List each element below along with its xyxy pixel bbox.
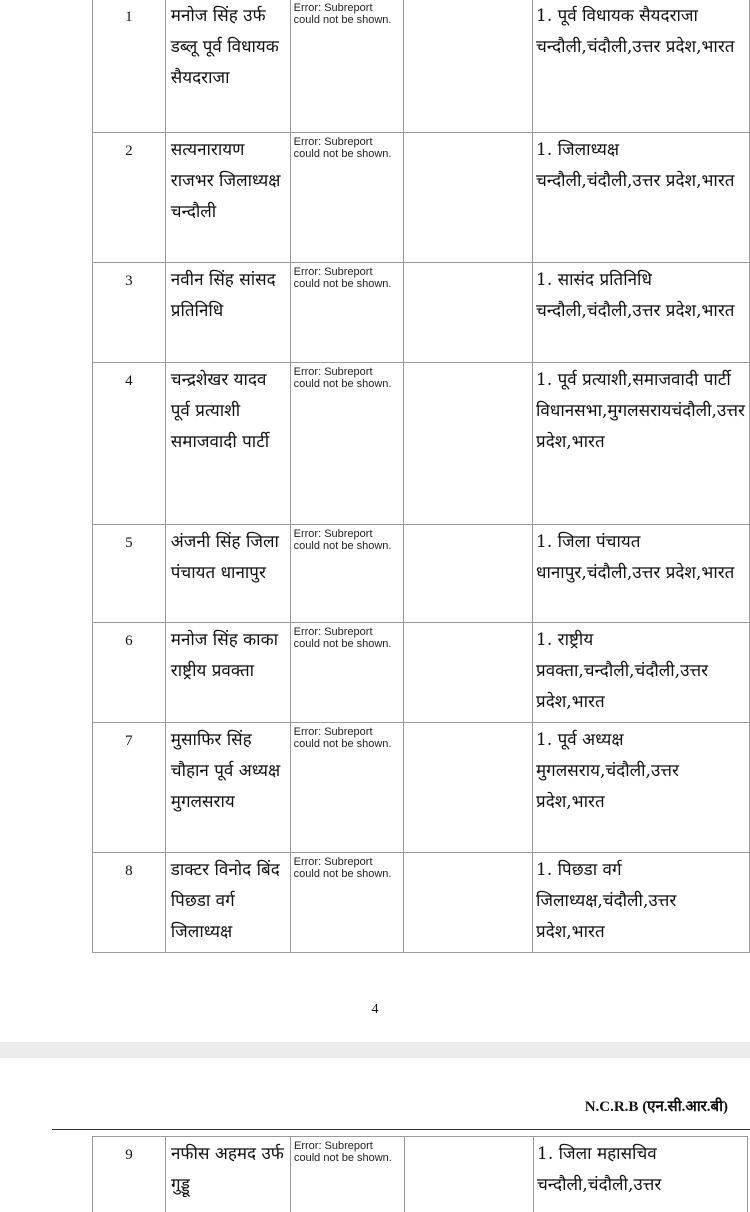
person-name: नवीन सिंह सांसद प्रतिनिधि <box>170 270 276 321</box>
serial-number: 6 <box>125 633 133 649</box>
serial-number-cell <box>93 623 166 723</box>
subreport-error: Error: Subreport could not be shown. <box>293 856 392 880</box>
address-cell: 1. सासंद प्रतिनिधि चन्दौली,चंदौली,उत्तर प्रदेश,भारत <box>536 270 735 321</box>
address-cell: 1. जिला महासचिव चन्दौली,चंदौली,उत्तर <box>537 1144 662 1195</box>
table-row <box>93 525 750 623</box>
records-table <box>92 0 750 953</box>
address-cell: 1. जिलाध्यक्ष चन्दौली,चंदौली,उत्तर प्रदेश,भारत <box>536 140 735 191</box>
subreport-error-cell <box>290 623 404 723</box>
subreport-error-cell <box>291 1137 405 1212</box>
address-cell-cell <box>534 1137 748 1212</box>
person-name: चन्द्रशेखर यादव पूर्व प्रत्याशी समाजवादी पार्टी <box>170 370 270 452</box>
serial-number-cell <box>93 1137 166 1212</box>
serial-number-cell <box>93 0 166 133</box>
address-cell: 1. पूर्व अध्यक्ष मुगलसराय,चंदौली,उत्तर प्रदेश,भारत <box>536 730 679 812</box>
document-page-2 <box>0 1058 750 1212</box>
address-cell-cell <box>533 525 750 623</box>
serial-number: 5 <box>125 535 133 551</box>
address-cell-cell <box>533 0 750 133</box>
serial-number: 3 <box>125 273 133 289</box>
address-cell-cell <box>533 133 750 263</box>
table-row <box>93 1137 748 1212</box>
serial-number: 2 <box>125 143 133 159</box>
person-name-cell <box>165 623 290 723</box>
person-name-cell <box>165 723 290 853</box>
person-name-cell <box>165 363 290 525</box>
person-name-cell <box>165 525 290 623</box>
table-row <box>93 263 750 363</box>
subreport-error: Error: Subreport could not be shown. <box>293 136 392 160</box>
blank-cell-cell <box>404 133 533 263</box>
person-name-cell <box>165 263 290 363</box>
subreport-error: Error: Subreport could not be shown. <box>294 1140 392 1164</box>
subreport-error: Error: Subreport could not be shown. <box>293 2 392 26</box>
person-name-cell <box>165 133 290 263</box>
address-cell-cell <box>533 363 750 525</box>
address-cell: 1. पूर्व विधायक सैयदराजा चन्दौली,चंदौली,उत्तर प्रदेश,भारत <box>536 6 735 57</box>
subreport-error: Error: Subreport could not be shown. <box>293 626 392 650</box>
subreport-error: Error: Subreport could not be shown. <box>293 528 392 552</box>
subreport-error-cell <box>290 133 404 263</box>
address-cell: 1. राष्ट्रीय प्रवक्ता,चन्दौली,चंदौली,उत्तर प्रदेश,भारत <box>536 630 709 712</box>
blank-cell-cell <box>404 853 533 953</box>
serial-number-cell <box>93 263 166 363</box>
person-name: मुसाफिर सिंह चौहान पूर्व अध्यक्ष मुगलसराय <box>170 730 281 812</box>
subreport-error-cell <box>290 525 404 623</box>
subreport-error: Error: Subreport could not be shown. <box>293 726 392 750</box>
person-name: नफीस अहमद उर्फ गुड्डू <box>171 1144 284 1195</box>
person-name-cell <box>165 0 290 133</box>
address-cell: 1. पूर्व प्रत्याशी,समाजवादी पार्टी विधानसभा,मुगलसरायचंदौली,उत्तर प्रदेश,भारत <box>536 370 745 452</box>
subreport-error-cell <box>290 723 404 853</box>
subreport-error: Error: Subreport could not be shown. <box>293 266 392 290</box>
address-cell-cell <box>533 853 750 953</box>
blank-cell-cell <box>404 263 533 363</box>
table-row <box>93 623 750 723</box>
serial-number-cell <box>93 853 166 953</box>
blank-cell-cell <box>404 525 533 623</box>
serial-number: 9 <box>125 1147 133 1163</box>
page-header: N.C.R.B (एन.सी.आर.बी) <box>584 1099 728 1115</box>
blank-cell-cell <box>404 623 533 723</box>
person-name: मनोज सिंह काका राष्ट्रीय प्रवक्ता <box>170 630 279 681</box>
blank-cell-cell <box>405 1137 534 1212</box>
serial-number: 4 <box>125 373 133 389</box>
address-cell-cell <box>533 623 750 723</box>
serial-number-cell <box>93 723 166 853</box>
subreport-error-cell <box>290 853 404 953</box>
records-table <box>92 1136 748 1212</box>
table-row <box>93 133 750 263</box>
serial-number: 8 <box>125 863 133 879</box>
person-name: सत्यनारायण राजभर जिलाध्यक्ष चन्दौली <box>170 140 281 222</box>
person-name-cell <box>165 853 290 953</box>
subreport-error-cell <box>290 363 404 525</box>
blank-cell-cell <box>404 363 533 525</box>
blank-cell-cell <box>404 723 533 853</box>
header-rule <box>52 1129 750 1130</box>
serial-number: 7 <box>125 733 133 749</box>
person-name-cell <box>166 1137 291 1212</box>
subreport-error-cell <box>290 263 404 363</box>
subreport-error: Error: Subreport could not be shown. <box>293 366 392 390</box>
table-row <box>93 853 750 953</box>
address-cell-cell <box>533 723 750 853</box>
person-name: डाक्टर विनोद बिंद पिछडा वर्ग जिलाध्यक्ष <box>170 860 280 942</box>
table-row <box>93 0 750 133</box>
address-cell: 1. जिला पंचायत धानापुर,चंदौली,उत्तर प्रदेश,भारत <box>536 532 735 583</box>
subreport-error-cell <box>290 0 404 133</box>
serial-number-cell <box>93 133 166 263</box>
table-row <box>93 723 750 853</box>
serial-number-cell <box>93 363 166 525</box>
page-number: 4 <box>371 1002 379 1017</box>
person-name: मनोज सिंह उर्फ डब्लू पूर्व विधायक सैयदराजा <box>170 6 279 88</box>
address-cell-cell <box>533 263 750 363</box>
table-row <box>93 363 750 525</box>
person-name: अंजनी सिंह जिला पंचायत धानापुर <box>170 532 279 583</box>
blank-cell-cell <box>404 0 533 133</box>
address-cell: 1. पिछडा वर्ग जिलाध्यक्ष,चंदौली,उत्तर प्रदेश,भारत <box>536 860 677 942</box>
serial-number: 1 <box>125 9 133 25</box>
serial-number-cell <box>93 525 166 623</box>
